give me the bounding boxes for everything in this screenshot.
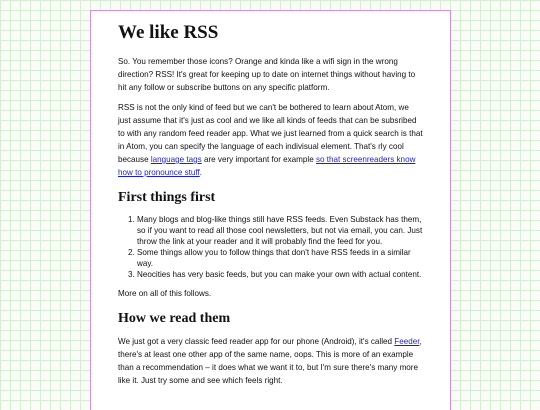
- paragraph-text: .: [199, 168, 202, 177]
- paragraph-text: RSS is not the only kind of feed but we can't be bothered to learn about Atom, we just assume that it's just as cool and we like all kinds of feeds that can be subsribed to with any random feed reader app. What we just learned from a quick search is that in Atom, you can specify the language of each indivisual element. That's rly cool because: [118, 103, 423, 164]
- list-item: 3. Neocities has very basic feeds, but you can make your own with actual content.: [137, 269, 423, 280]
- language-tags-link[interactable]: language tags: [150, 155, 202, 164]
- list-item: 2. Some things allow you to follow things that don't have RSS feeds in a similar way.: [137, 247, 423, 269]
- atom-paragraph: [118, 101, 423, 179]
- screenreaders-link[interactable]: so that screenreaders know how to pronounce stuff: [118, 155, 416, 177]
- paragraph-text: are very important for example: [201, 155, 316, 164]
- feeder-paragraph: [118, 335, 423, 387]
- article-card: [90, 10, 451, 410]
- section-heading-first-things: First things first: [118, 190, 216, 205]
- feeder-link[interactable]: Feeder: [394, 337, 420, 346]
- intro-paragraph: So. You remember those icons? Orange and kinda like a wifi sign in the wrong direction? RSS! It's great for keeping up to date on internet things without having to hit any follow or subscribe buttons on any specific platform.: [118, 57, 416, 92]
- section-heading-how-we-read: How we read them: [118, 311, 231, 326]
- section-outro: More on all of this follows.: [118, 289, 212, 298]
- paragraph-text: , there's at least one other app of the same name, oops. This is more of an example than a recommendation – it does what we want it to, but I'm sure there's many more like it. Just try some and see which feels right.: [118, 337, 422, 385]
- list-item: 1. Many blogs and blog-like things still have RSS feeds. Even Substack has them, so if you want to read all those cool newsletters, but not via email, you can. Just throw the link at your reader and it will probably find the feed for you.: [137, 214, 423, 247]
- first-things-list: [118, 214, 423, 280]
- page-title: We like RSS: [118, 22, 219, 43]
- paragraph-text: We just got a very classic feed reader app for our phone (Android), it's called: [118, 337, 395, 346]
